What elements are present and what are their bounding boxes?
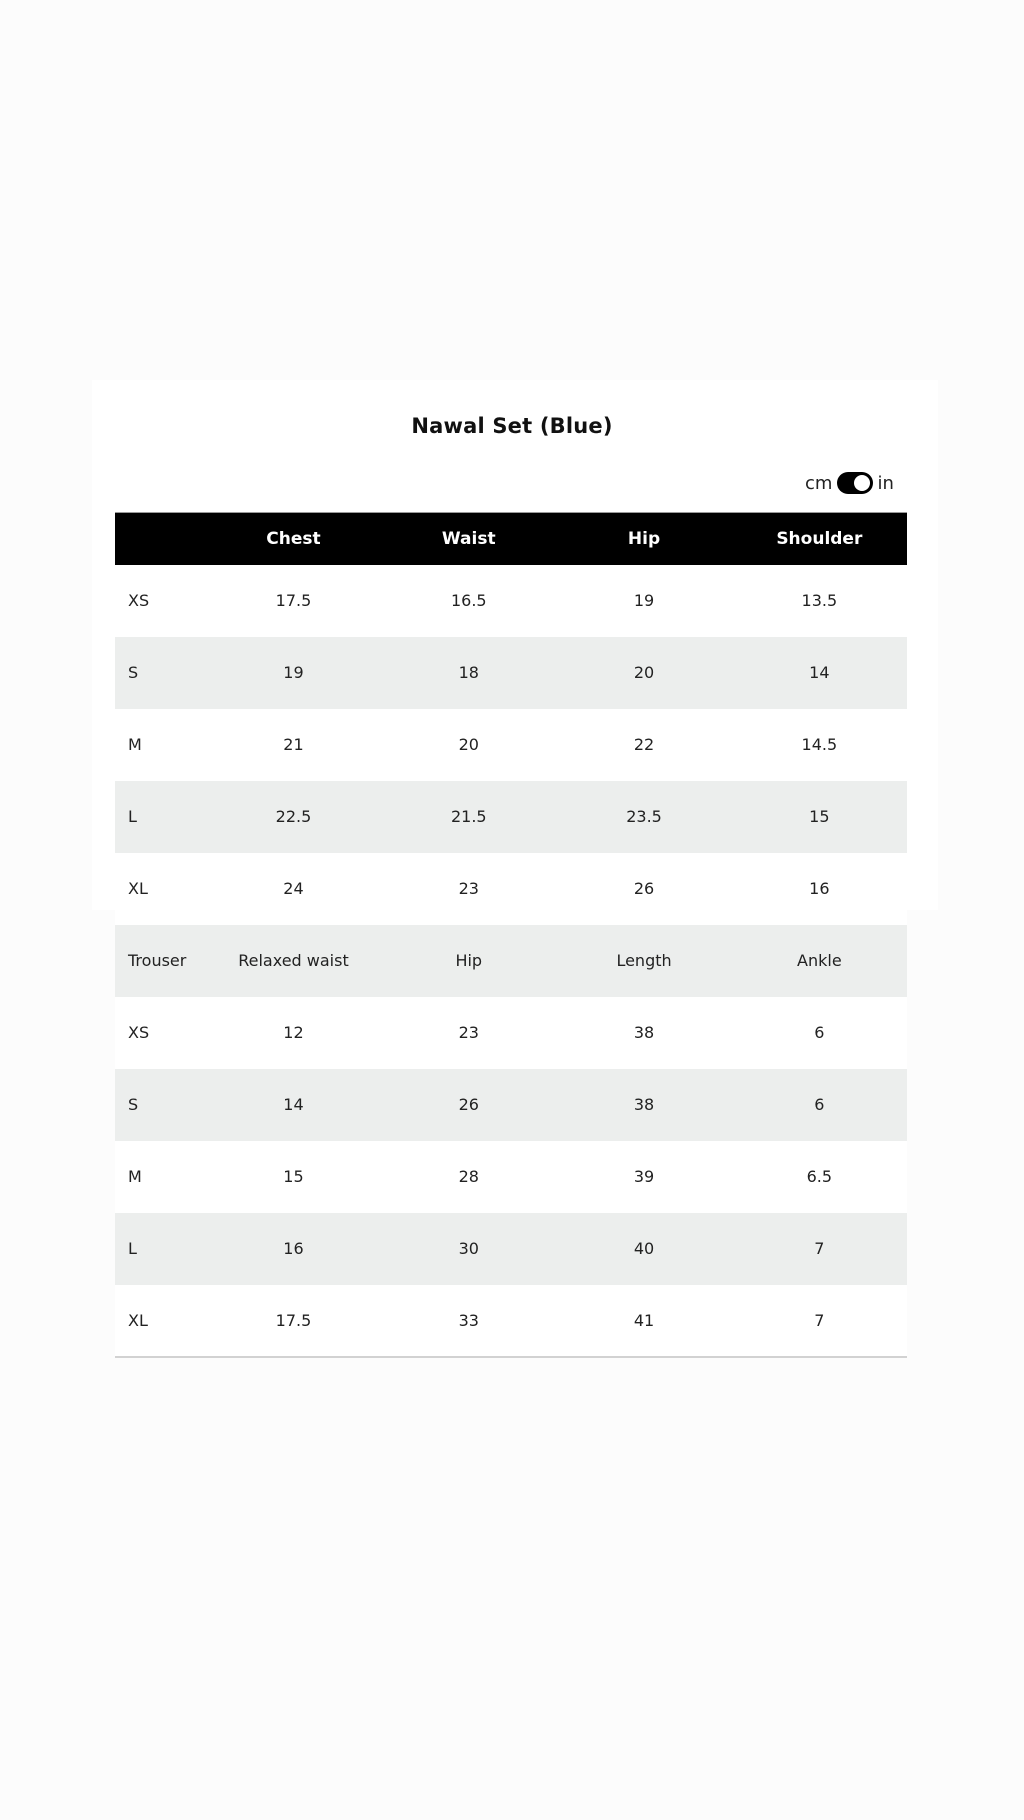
table-cell: 38 <box>633 1095 655 1114</box>
table-cell: 7 <box>814 1310 825 1330</box>
size-chart-table <box>115 512 907 1358</box>
table-cell: 17.5 <box>275 591 312 610</box>
table-cell: 14 <box>283 1095 304 1114</box>
row-label-cell: M <box>128 735 142 754</box>
row-label-cell: L <box>128 807 137 826</box>
table-row <box>115 1213 907 1285</box>
header-cell-waist: Waist <box>441 528 496 549</box>
row-label-cell: XL <box>128 1310 148 1330</box>
row-label-cell: S <box>128 1095 139 1114</box>
table-cell: 22.5 <box>275 807 312 826</box>
table-row <box>115 565 907 637</box>
table-cell: 16.5 <box>450 591 487 610</box>
table-row <box>115 1285 907 1357</box>
table-cell: Length <box>616 951 672 970</box>
table-cell: 24 <box>283 879 304 898</box>
header-cell-hip: Hip <box>627 528 661 549</box>
row-label-cell: Trouser <box>128 951 187 970</box>
unit-toggle-switch[interactable] <box>837 472 873 494</box>
table-cell: 16 <box>809 879 830 898</box>
table-cell: Hip <box>455 951 483 970</box>
table-cell: 19 <box>283 663 304 682</box>
table-cell: 6 <box>814 1023 825 1042</box>
row-label-cell: XS <box>128 1023 150 1042</box>
table-row <box>115 997 907 1069</box>
unit-cm-label: cm <box>805 472 833 494</box>
table-cell: 28 <box>458 1167 479 1186</box>
table-cell: 30 <box>458 1239 479 1258</box>
table-row <box>115 1141 907 1213</box>
table-cell: 38 <box>633 1023 655 1042</box>
table-row <box>115 853 907 925</box>
unit-in-label: in <box>877 472 894 494</box>
table-header-row <box>115 513 907 565</box>
row-label-cell: M <box>128 1167 142 1186</box>
row-label-cell: XS <box>128 591 150 610</box>
row-label-cell: L <box>128 1239 137 1258</box>
header-cell-size <box>115 513 206 565</box>
header-cell-chest: Chest <box>266 528 321 549</box>
table-cell: 14 <box>809 663 830 682</box>
table-cell: 26 <box>633 879 655 898</box>
table-row <box>115 781 907 853</box>
page-title: Nawal Set (Blue) <box>411 414 613 438</box>
table-cell: 15 <box>809 807 830 826</box>
table-cell: 13.5 <box>801 591 838 610</box>
table-cell: 41 <box>633 1310 655 1330</box>
table-cell: 15 <box>283 1167 304 1186</box>
table-cell: 39 <box>633 1167 655 1186</box>
row-label-cell: S <box>128 663 139 682</box>
table-cell: 14.5 <box>801 735 838 754</box>
toggle-knob-icon <box>854 475 870 491</box>
table-cell: 19 <box>633 591 655 610</box>
table-cell: 23.5 <box>626 807 662 826</box>
table-cell: 21.5 <box>450 807 487 826</box>
table-cell: Relaxed waist <box>238 951 349 970</box>
unit-toggle[interactable] <box>805 470 894 496</box>
table-cell: Ankle <box>797 951 842 970</box>
table-cell: 18 <box>458 663 479 682</box>
table-row <box>115 709 907 781</box>
table-cell: 23 <box>458 879 479 898</box>
table-cell: 6.5 <box>806 1167 833 1186</box>
table-row <box>115 1069 907 1141</box>
table-cell: 17.5 <box>275 1310 312 1330</box>
table-cell: 40 <box>633 1239 655 1258</box>
row-label-cell: XL <box>128 879 148 898</box>
table-cell: 23 <box>458 1023 479 1042</box>
table-cell: 21 <box>283 735 304 754</box>
table-cell: 20 <box>633 663 655 682</box>
table-cell: 6 <box>814 1095 825 1114</box>
table-cell: 22 <box>633 735 655 754</box>
table-row <box>115 637 907 709</box>
table-cell: 12 <box>283 1023 304 1042</box>
header-cell-shoulder: Shoulder <box>776 528 863 549</box>
table-cell: 20 <box>458 735 479 754</box>
table-cell: 7 <box>814 1239 825 1258</box>
table-cell: 16 <box>283 1239 304 1258</box>
table-cell: 26 <box>458 1095 479 1114</box>
table-cell: 33 <box>458 1310 479 1330</box>
trouser-subheader-row <box>115 925 907 997</box>
